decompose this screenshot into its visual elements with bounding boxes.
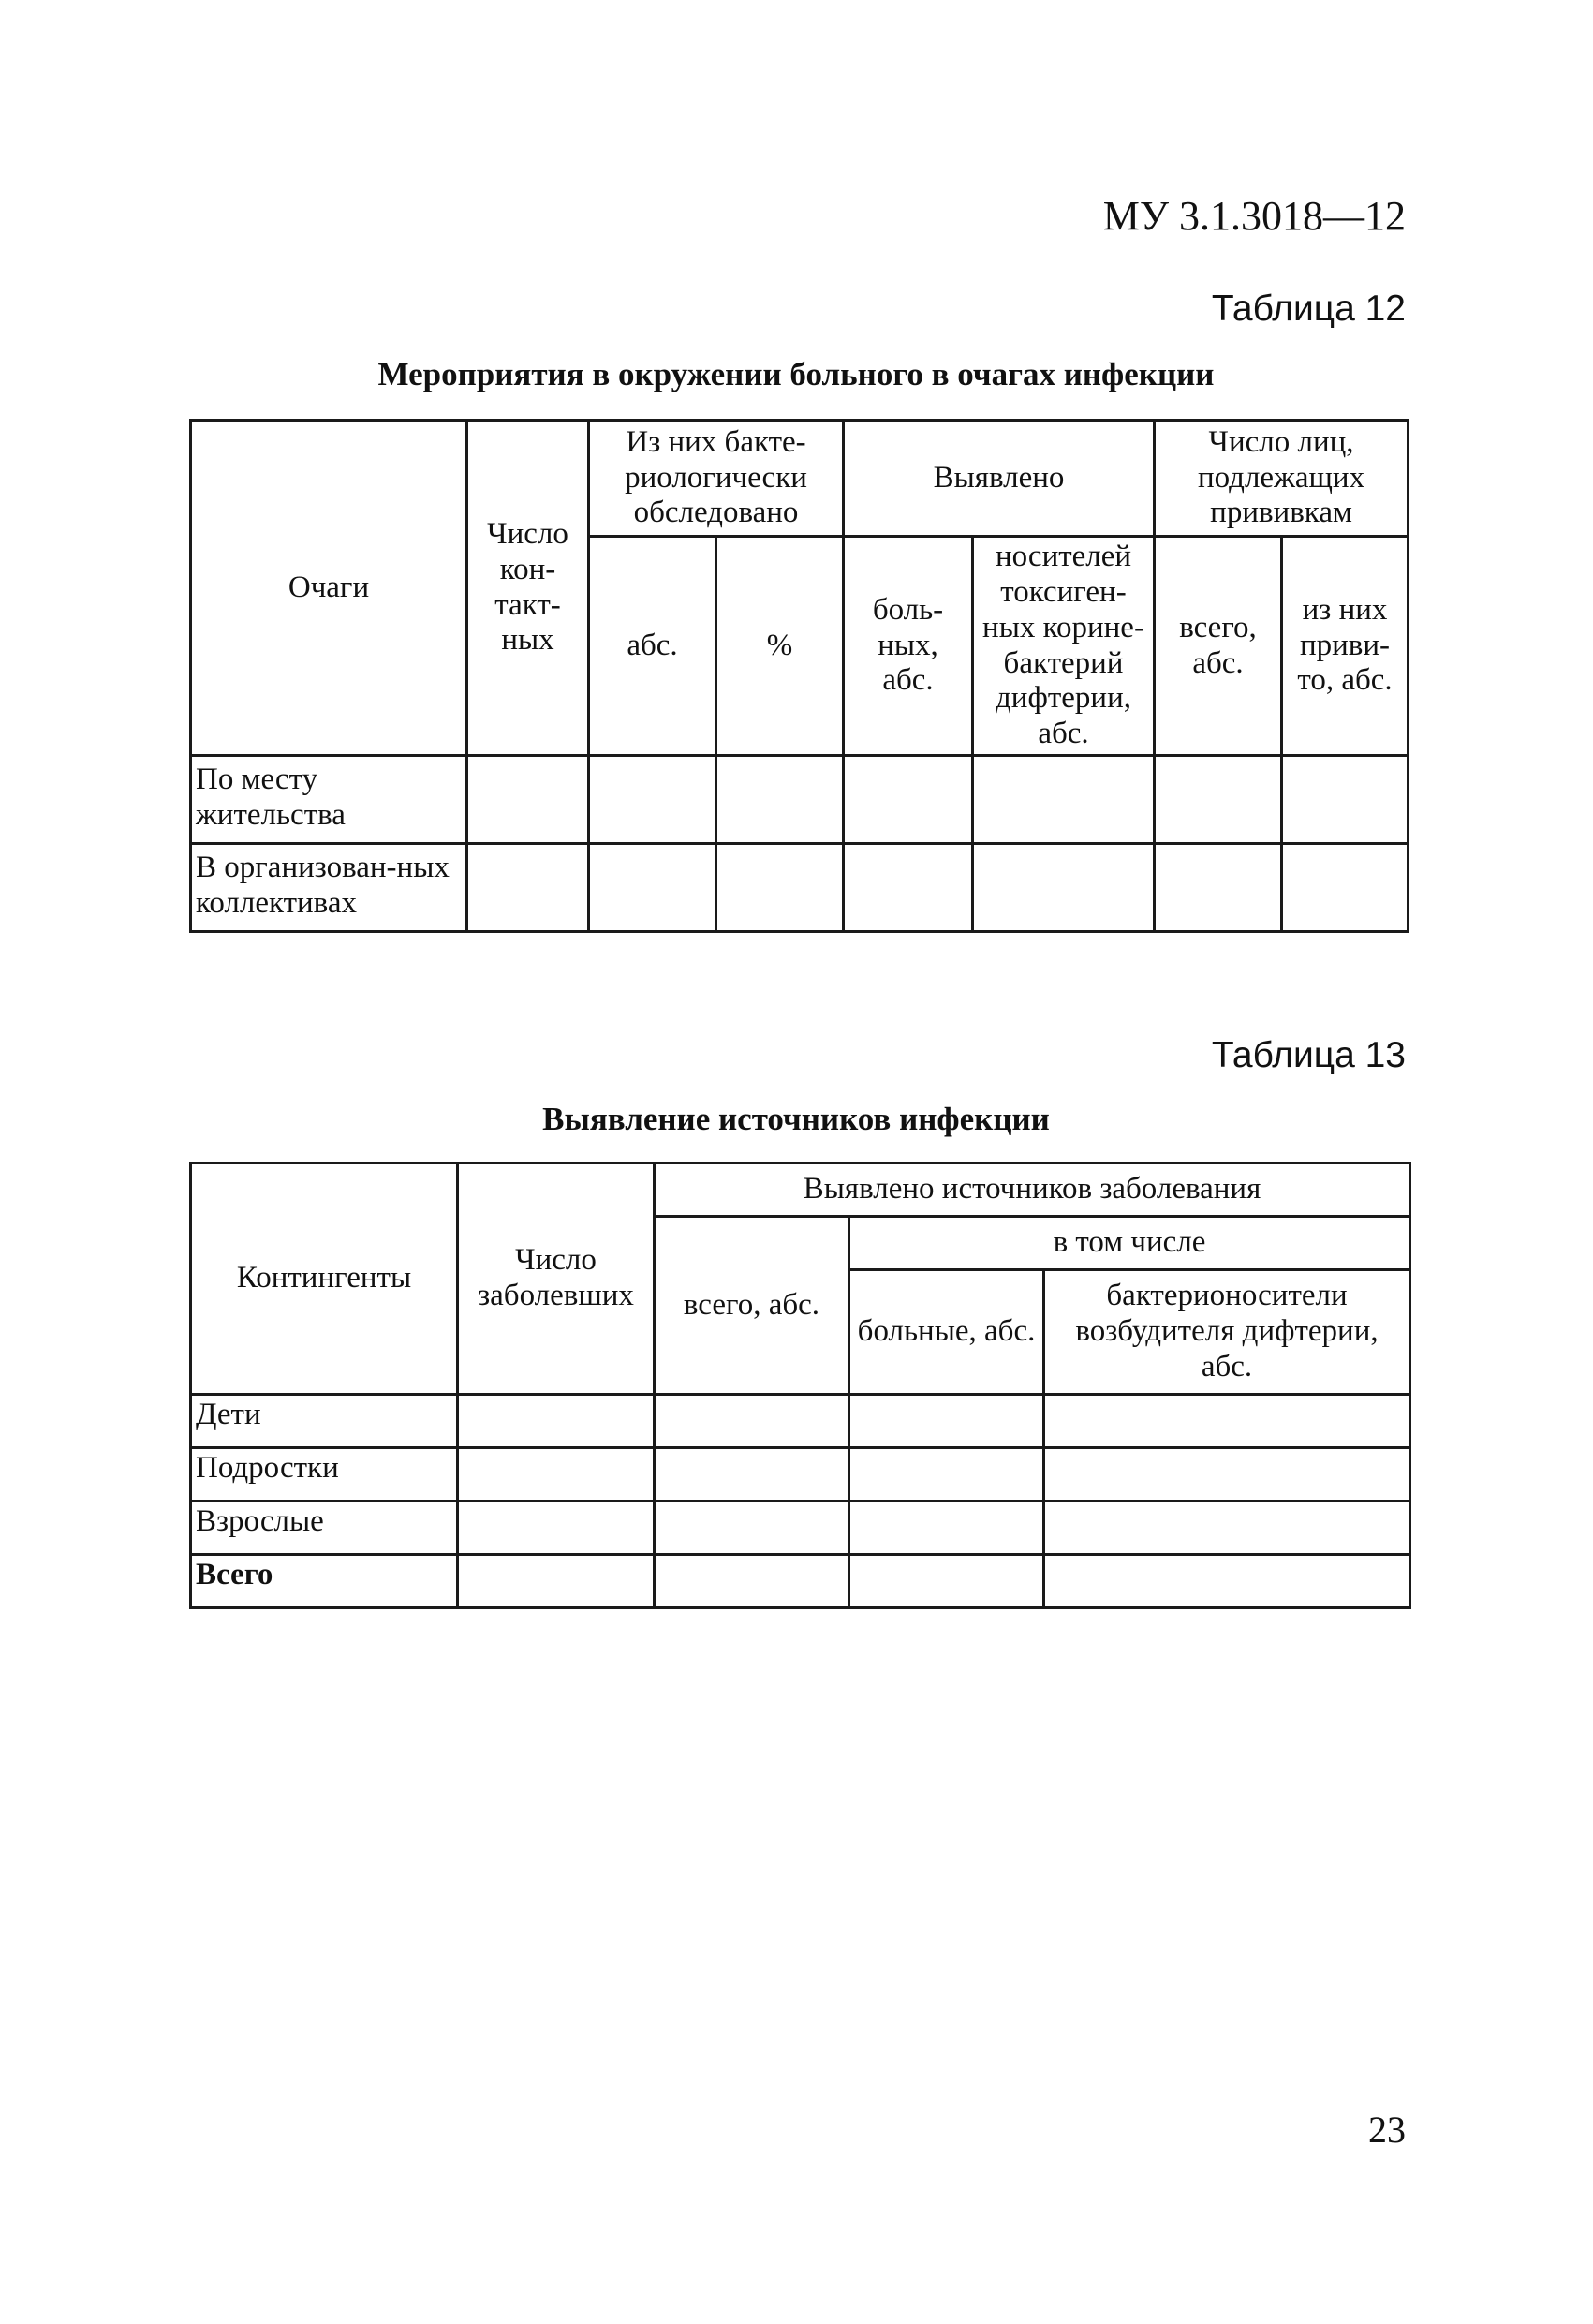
- table-row: [191, 1448, 1410, 1502]
- table-row: [191, 1502, 1410, 1555]
- table12-label: Таблица 12: [1211, 289, 1406, 329]
- header-privivki-group: Число лиц, подлежащих прививкам: [1155, 421, 1409, 537]
- table-row: [191, 756, 1409, 844]
- header-vsego: всего, абс.: [1155, 537, 1282, 756]
- header-vsego: всего, абс.: [655, 1217, 849, 1395]
- header-abs: абс.: [589, 537, 716, 756]
- header-bolnye: больные, абс.: [849, 1270, 1044, 1395]
- header-percent: %: [716, 537, 844, 756]
- row-label: Подростки: [191, 1448, 458, 1502]
- table12-caption: Мероприятия в окружении больного в очагах инфекции: [377, 356, 1215, 392]
- header-bakterionositeli: бактерионосители возбудителя дифтерии, абс.: [1044, 1270, 1410, 1395]
- document-code: МУ 3.1.3018—12: [1102, 193, 1406, 239]
- table-row: [191, 1395, 1410, 1448]
- header-vyyavleno-group: Выявлено: [844, 421, 1155, 537]
- header-chislo-zabolevshih: Число заболевших: [458, 1163, 655, 1395]
- row-label-total: Всего: [191, 1555, 458, 1608]
- row-label: Дети: [191, 1395, 458, 1448]
- table13: [189, 1162, 1411, 1609]
- row-label: В организован-ных коллективах: [191, 844, 467, 932]
- header-chislo-kontaktnyh: Число кон-такт-ных: [467, 421, 589, 756]
- row-label: По месту жительства: [191, 756, 467, 844]
- header-privito: из них приви-то, абс.: [1282, 537, 1409, 756]
- header-bakt-group: Из них бакте-риологически обследовано: [589, 421, 844, 537]
- table13-caption: Выявление источников инфекции: [542, 1101, 1050, 1137]
- row-label: Взрослые: [191, 1502, 458, 1555]
- header-ochagi: Очаги: [191, 421, 467, 756]
- header-kontingenty: Контингенты: [191, 1163, 458, 1395]
- header-bolnyh: боль-ных, абс.: [844, 537, 973, 756]
- header-v-tom-chisle: в том числе: [849, 1217, 1410, 1270]
- header-vyyavleno-group: Выявлено источников заболевания: [655, 1163, 1410, 1217]
- page-number: 23: [1368, 2109, 1406, 2151]
- table-row: [191, 1555, 1410, 1608]
- table12: [189, 419, 1409, 933]
- table13-label: Таблица 13: [1211, 1035, 1406, 1075]
- header-nositeley: носителей токсиген-ных корине-бактерий дифтерии, абс.: [973, 537, 1155, 756]
- table-row: [191, 844, 1409, 932]
